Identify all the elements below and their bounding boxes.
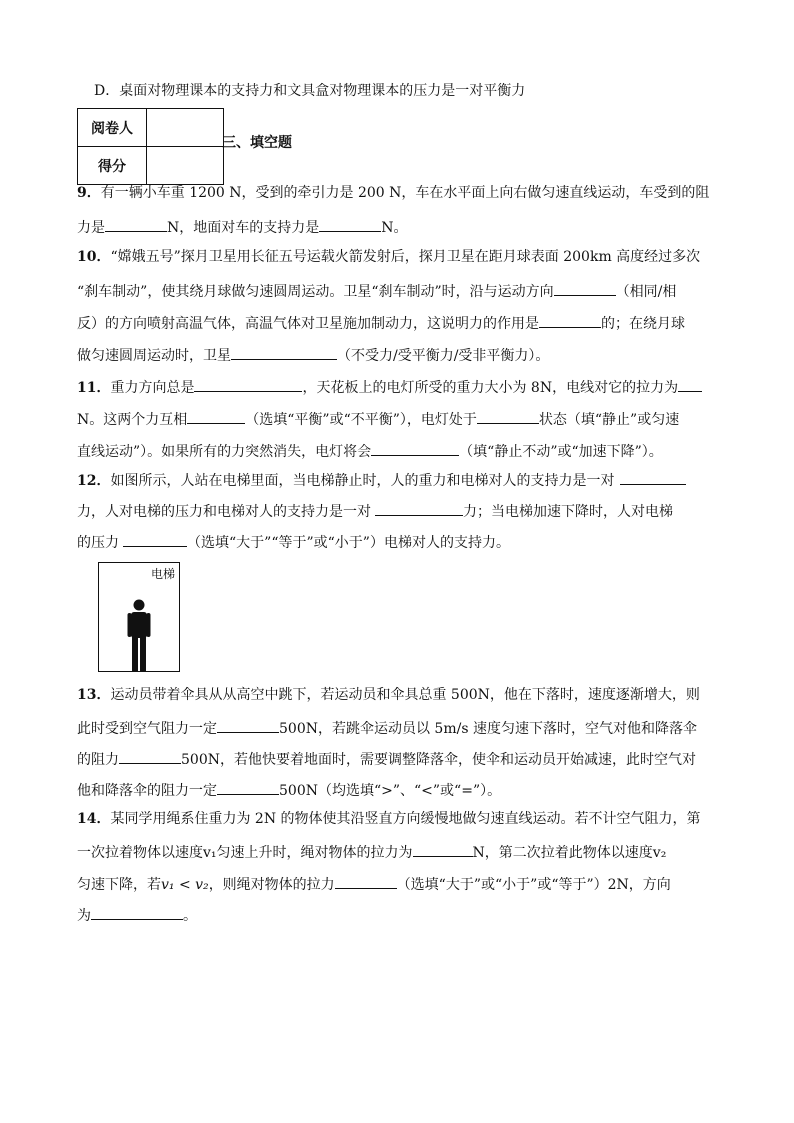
q13-text-4b: 500N（均选填“>”、“<”或“=”）。 — [279, 783, 502, 799]
q13-blank-3[interactable] — [217, 778, 279, 795]
score-label: 得分 — [78, 147, 147, 185]
q13-line-3 — [77, 747, 696, 770]
q11-text-3b: （填“静止不动”或“加速下降”）。 — [459, 444, 663, 460]
q13-line-1 — [77, 685, 700, 705]
q10-line-1 — [77, 247, 700, 267]
q9-number: 9． — [77, 185, 101, 201]
person-icon — [126, 599, 152, 673]
q10-blank-3[interactable] — [231, 343, 337, 360]
q9-text-1: 有一辆小车重 1200 N，受到的牵引力是 200 N，车在水平面上向右做匀速直线运动，车受到的阻 — [100, 185, 710, 201]
reviewer-label: 阅卷人 — [78, 109, 147, 147]
q10-text-2a: “刹车制动”，使其绕月球做匀速圆周运动。卫星“刹车制动”时，沿与运动方向 — [77, 284, 554, 300]
section-title: 三、填空题 — [222, 135, 292, 151]
q14-text-3d: （选填“大于”或“小于”或“等于”）2N，方向 — [396, 877, 671, 893]
q14-text-2b: N，第二次拉着此物体以速度v₂ — [472, 845, 667, 861]
q10-blank-2[interactable] — [539, 311, 601, 328]
q13-text-1: 运动员带着伞具从从高空中跳下，若运动员和伞具总重 500N，他在下落时，速度逐渐增大，则 — [110, 687, 700, 703]
q14-number: 14． — [77, 811, 111, 827]
q13-text-3b: 500N，若他快要着地面时，需要调整降落伞，使伞和运动员开始减速，此时空气对 — [181, 752, 696, 768]
q13-blank-1[interactable] — [217, 716, 279, 733]
q14-text-4b: 。 — [183, 908, 197, 924]
q11-text-3a: 直线运动”）。如果所有的力突然消失，电灯将会 — [77, 444, 372, 460]
q10-line-2 — [77, 279, 676, 302]
q12-text-2b: 力；当电梯加速下降时，人对电梯 — [463, 504, 673, 520]
q14-inequality: v₁ < v₂ — [161, 877, 209, 893]
q11-text-2a: N。这两个力互相 — [77, 412, 188, 428]
q14-text-1: 某同学用绳系住重力为 2N 的物体使其沿竖直方向缓慢地做匀速直线运动。若不计空气阻力，第 — [110, 811, 701, 827]
q10-text-4a: 做匀速圆周运动时，卫星 — [77, 348, 231, 364]
q13-line-4 — [77, 778, 501, 801]
q10-text-2b: （相同/相 — [615, 284, 677, 300]
q12-text-3a: 的压力 — [77, 535, 119, 551]
q12-blank-3[interactable] — [123, 530, 187, 547]
q14-text-2a: 一次拉着物体以速度v₁匀速上升时，绳对物体的拉力为 — [77, 845, 413, 861]
q11-text-2b: （选填“平衡”或“不平衡”），电灯处于 — [245, 412, 477, 428]
q11-blank-1[interactable] — [194, 375, 302, 392]
elevator-label: 电梯 — [150, 567, 175, 581]
q11-number: 11． — [77, 380, 111, 396]
q13-line-2 — [77, 716, 697, 739]
score-table — [77, 108, 224, 185]
q9-line-1 — [77, 183, 709, 203]
q14-text-3a: 匀速下降，若 — [77, 877, 161, 893]
q10-text-4b: （不受力/受平衡力/受非平衡力）。 — [337, 348, 550, 364]
q9-text-2c: N。 — [381, 220, 408, 236]
q14-line-1 — [77, 809, 701, 829]
q14-line-2 — [77, 840, 666, 863]
q10-text-3a: 反）的方向喷射高温气体，高温气体对卫星施加制动力，这说明力的作用是 — [77, 316, 539, 332]
q14-blank-2[interactable] — [335, 872, 397, 889]
q11-line-1 — [77, 375, 702, 398]
q14-line-3 — [77, 872, 671, 895]
q14-blank-3[interactable] — [91, 903, 183, 920]
q12-line-2 — [77, 499, 673, 522]
q13-text-2b: 500N，若跳伞运动员以 5m/s 速度匀速下落时，空气对他和降落伞 — [279, 721, 697, 737]
q14-text-4a: 为 — [77, 908, 91, 924]
q14-line-4 — [77, 903, 197, 926]
q11-line-2 — [77, 407, 679, 430]
q12-blank-2[interactable] — [375, 499, 463, 516]
q12-text-3b: （选填“大于”“等于”或“小于”）电梯对人的支持力。 — [187, 535, 510, 551]
reviewer-field[interactable] — [147, 109, 224, 147]
q13-text-3a: 的阻力 — [77, 752, 119, 768]
q11-blank-2[interactable] — [678, 375, 702, 392]
q12-number: 12． — [77, 473, 111, 489]
q9-line-2 — [77, 215, 408, 238]
q12-line-1 — [77, 468, 686, 491]
q14-blank-1[interactable] — [413, 840, 473, 857]
elevator-figure — [98, 562, 180, 672]
q9-text-2b: N，地面对车的支持力是 — [167, 220, 320, 236]
q11-line-3 — [77, 439, 663, 462]
q9-blank-2[interactable] — [319, 215, 381, 232]
q13-blank-2[interactable] — [119, 747, 181, 764]
score-field[interactable] — [147, 147, 224, 185]
q10-blank-1[interactable] — [554, 279, 616, 296]
q11-text-1a: 重力方向总是 — [110, 380, 195, 396]
q10-line-3 — [77, 311, 685, 334]
q13-text-4a: 他和降落伞的阻力一定 — [77, 783, 217, 799]
q11-blank-3[interactable] — [187, 407, 245, 424]
q14-text-3c: ，则绳对物体的拉力 — [208, 877, 335, 893]
option-d: D．桌面对物理课本的支持力和文具盒对物理课本的压力是一对平衡力 — [94, 83, 526, 99]
q10-text-1: “嫦娥五号”探月卫星用长征五号运载火箭发射后，探月卫星在距月球表面 200km 高度经过多次 — [110, 249, 701, 265]
q12-blank-1[interactable] — [620, 468, 686, 485]
q11-text-2c: 状态（填“静止”或匀速 — [538, 412, 680, 428]
q9-blank-1[interactable] — [105, 215, 167, 232]
q11-text-1b: ，天花板上的电灯所受的重力大小为 8N，电线对它的拉力为 — [302, 380, 679, 396]
q10-line-4 — [77, 343, 549, 366]
q12-text-2a: 力，人对电梯的压力和电梯对人的支持力是一对 — [77, 504, 371, 520]
q12-text-1a: 如图所示，人站在电梯里面，当电梯静止时，人的重力和电梯对人的支持力是一对 — [110, 473, 615, 489]
q10-number: 10． — [77, 249, 111, 265]
q10-text-3b: 的；在绕月球 — [601, 316, 685, 332]
q11-blank-4[interactable] — [477, 407, 539, 424]
q13-number: 13． — [77, 687, 111, 703]
q11-blank-5[interactable] — [371, 439, 459, 456]
q12-line-3 — [77, 530, 510, 553]
q9-text-2a: 力是 — [77, 220, 105, 236]
q13-text-2a: 此时受到空气阻力一定 — [77, 721, 217, 737]
